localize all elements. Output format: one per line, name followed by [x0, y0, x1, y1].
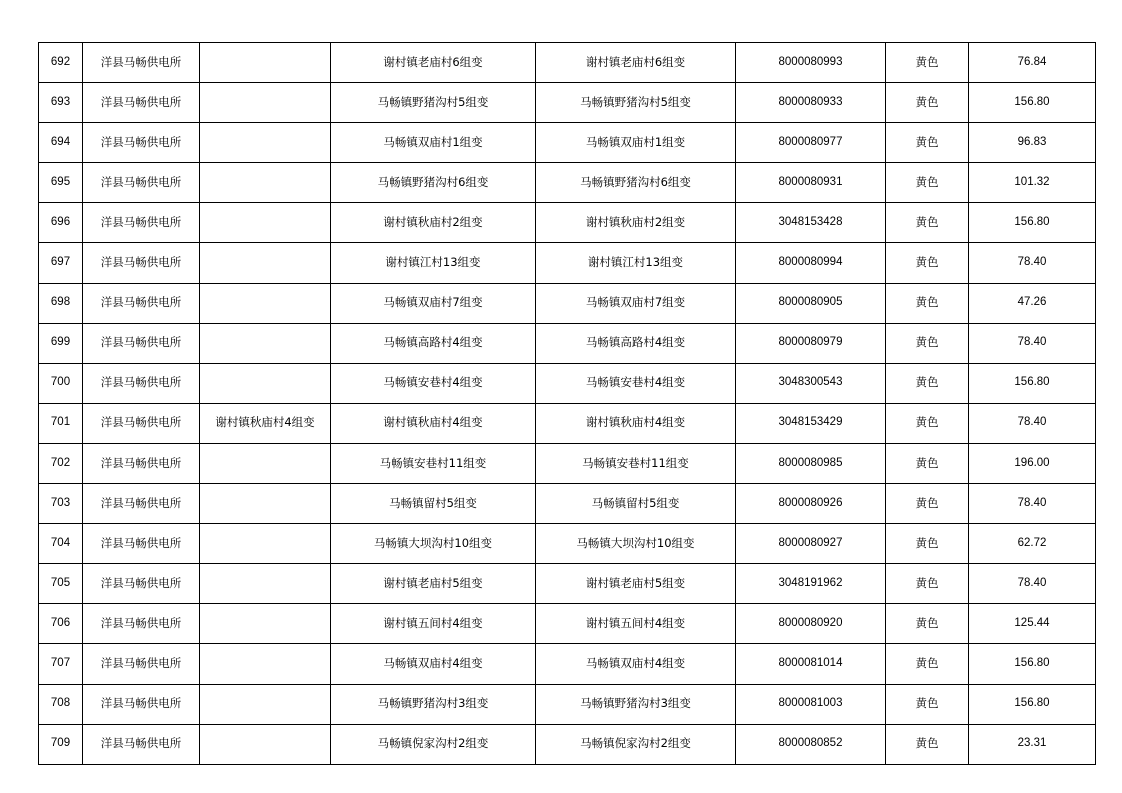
cell-row-number: 700 — [39, 363, 83, 403]
cell-supply-unit: 洋县马畅供电所 — [83, 243, 200, 283]
cell-value: 156.80 — [969, 644, 1096, 684]
cell-remark — [200, 724, 331, 764]
cell-station-name: 马畅镇野猪沟村5组变 — [536, 83, 736, 123]
cell-transformer-name: 谢村镇老庙村6组变 — [331, 43, 536, 83]
cell-row-number: 696 — [39, 203, 83, 243]
cell-row-number: 699 — [39, 323, 83, 363]
cell-value: 23.31 — [969, 724, 1096, 764]
cell-asset-code: 8000080993 — [736, 43, 886, 83]
cell-warning-color: 黄色 — [886, 564, 969, 604]
cell-station-name: 谢村镇五间村4组变 — [536, 604, 736, 644]
cell-row-number: 701 — [39, 403, 83, 443]
cell-asset-code: 8000080852 — [736, 724, 886, 764]
cell-transformer-name: 谢村镇秋庙村2组变 — [331, 203, 536, 243]
cell-remark — [200, 363, 331, 403]
cell-transformer-name: 谢村镇江村13组变 — [331, 243, 536, 283]
data-table — [38, 42, 1096, 765]
cell-asset-code: 8000081014 — [736, 644, 886, 684]
cell-supply-unit: 洋县马畅供电所 — [83, 203, 200, 243]
cell-supply-unit: 洋县马畅供电所 — [83, 123, 200, 163]
cell-remark — [200, 43, 331, 83]
cell-transformer-name: 马畅镇野猪沟村5组变 — [331, 83, 536, 123]
cell-remark — [200, 243, 331, 283]
table-row — [39, 724, 1096, 764]
cell-asset-code: 3048153428 — [736, 203, 886, 243]
cell-warning-color: 黄色 — [886, 163, 969, 203]
cell-transformer-name: 谢村镇五间村4组变 — [331, 604, 536, 644]
cell-value: 96.83 — [969, 123, 1096, 163]
cell-warning-color: 黄色 — [886, 443, 969, 483]
cell-transformer-name: 马畅镇高路村4组变 — [331, 323, 536, 363]
cell-remark: 谢村镇秋庙村4组变 — [200, 403, 331, 443]
table-row — [39, 83, 1096, 123]
cell-supply-unit: 洋县马畅供电所 — [83, 403, 200, 443]
cell-supply-unit: 洋县马畅供电所 — [83, 443, 200, 483]
cell-row-number: 695 — [39, 163, 83, 203]
cell-station-name: 马畅镇野猪沟村6组变 — [536, 163, 736, 203]
cell-station-name: 马畅镇野猪沟村3组变 — [536, 684, 736, 724]
cell-value: 76.84 — [969, 43, 1096, 83]
cell-transformer-name: 马畅镇留村5组变 — [331, 484, 536, 524]
cell-value: 196.00 — [969, 443, 1096, 483]
cell-row-number: 692 — [39, 43, 83, 83]
cell-supply-unit: 洋县马畅供电所 — [83, 163, 200, 203]
cell-station-name: 马畅镇高路村4组变 — [536, 323, 736, 363]
cell-value: 78.40 — [969, 323, 1096, 363]
cell-value: 62.72 — [969, 524, 1096, 564]
cell-asset-code: 8000080977 — [736, 123, 886, 163]
cell-station-name: 谢村镇江村13组变 — [536, 243, 736, 283]
cell-station-name: 谢村镇老庙村6组变 — [536, 43, 736, 83]
cell-transformer-name: 谢村镇老庙村5组变 — [331, 564, 536, 604]
cell-warning-color: 黄色 — [886, 524, 969, 564]
cell-asset-code: 8000080926 — [736, 484, 886, 524]
table-row — [39, 484, 1096, 524]
cell-remark — [200, 83, 331, 123]
cell-supply-unit: 洋县马畅供电所 — [83, 644, 200, 684]
table-row — [39, 243, 1096, 283]
cell-value: 101.32 — [969, 163, 1096, 203]
table-row — [39, 323, 1096, 363]
cell-transformer-name: 谢村镇秋庙村4组变 — [331, 403, 536, 443]
table-row — [39, 443, 1096, 483]
cell-transformer-name: 马畅镇双庙村1组变 — [331, 123, 536, 163]
table-row — [39, 403, 1096, 443]
cell-warning-color: 黄色 — [886, 83, 969, 123]
cell-remark — [200, 564, 331, 604]
cell-row-number: 698 — [39, 283, 83, 323]
cell-row-number: 703 — [39, 484, 83, 524]
cell-station-name: 马畅镇双庙村1组变 — [536, 123, 736, 163]
cell-supply-unit: 洋县马畅供电所 — [83, 83, 200, 123]
cell-warning-color: 黄色 — [886, 484, 969, 524]
cell-supply-unit: 洋县马畅供电所 — [83, 524, 200, 564]
cell-asset-code: 8000080933 — [736, 83, 886, 123]
cell-station-name: 马畅镇双庙村7组变 — [536, 283, 736, 323]
cell-transformer-name: 马畅镇安巷村11组变 — [331, 443, 536, 483]
cell-station-name: 马畅镇安巷村4组变 — [536, 363, 736, 403]
cell-value: 47.26 — [969, 283, 1096, 323]
cell-station-name: 马畅镇安巷村11组变 — [536, 443, 736, 483]
cell-row-number: 706 — [39, 604, 83, 644]
cell-row-number: 704 — [39, 524, 83, 564]
cell-transformer-name: 马畅镇双庙村4组变 — [331, 644, 536, 684]
cell-value: 78.40 — [969, 484, 1096, 524]
cell-remark — [200, 323, 331, 363]
cell-row-number: 707 — [39, 644, 83, 684]
table-row — [39, 43, 1096, 83]
cell-warning-color: 黄色 — [886, 403, 969, 443]
cell-remark — [200, 484, 331, 524]
cell-warning-color: 黄色 — [886, 323, 969, 363]
table-row — [39, 684, 1096, 724]
table-body — [39, 43, 1096, 765]
cell-value: 78.40 — [969, 243, 1096, 283]
cell-supply-unit: 洋县马畅供电所 — [83, 604, 200, 644]
cell-warning-color: 黄色 — [886, 283, 969, 323]
cell-transformer-name: 马畅镇安巷村4组变 — [331, 363, 536, 403]
cell-remark — [200, 163, 331, 203]
cell-asset-code: 8000080927 — [736, 524, 886, 564]
cell-remark — [200, 644, 331, 684]
cell-supply-unit: 洋县马畅供电所 — [83, 684, 200, 724]
cell-row-number: 697 — [39, 243, 83, 283]
cell-station-name: 谢村镇老庙村5组变 — [536, 564, 736, 604]
table-row — [39, 283, 1096, 323]
table-row — [39, 644, 1096, 684]
table-row — [39, 363, 1096, 403]
cell-warning-color: 黄色 — [886, 243, 969, 283]
cell-warning-color: 黄色 — [886, 644, 969, 684]
cell-remark — [200, 684, 331, 724]
table-row — [39, 203, 1096, 243]
cell-station-name: 谢村镇秋庙村2组变 — [536, 203, 736, 243]
cell-value: 156.80 — [969, 363, 1096, 403]
cell-asset-code: 8000080920 — [736, 604, 886, 644]
cell-station-name: 马畅镇双庙村4组变 — [536, 644, 736, 684]
cell-supply-unit: 洋县马畅供电所 — [83, 724, 200, 764]
cell-transformer-name: 马畅镇倪家沟村2组变 — [331, 724, 536, 764]
cell-transformer-name: 马畅镇野猪沟村3组变 — [331, 684, 536, 724]
cell-warning-color: 黄色 — [886, 123, 969, 163]
table-row — [39, 123, 1096, 163]
cell-asset-code: 8000080979 — [736, 323, 886, 363]
cell-supply-unit: 洋县马畅供电所 — [83, 323, 200, 363]
cell-remark — [200, 123, 331, 163]
cell-station-name: 马畅镇大坝沟村10组变 — [536, 524, 736, 564]
cell-warning-color: 黄色 — [886, 684, 969, 724]
table-row — [39, 163, 1096, 203]
table-row — [39, 564, 1096, 604]
cell-station-name: 马畅镇倪家沟村2组变 — [536, 724, 736, 764]
cell-supply-unit: 洋县马畅供电所 — [83, 283, 200, 323]
cell-station-name: 谢村镇秋庙村4组变 — [536, 403, 736, 443]
table-row — [39, 604, 1096, 644]
cell-supply-unit: 洋县马畅供电所 — [83, 484, 200, 524]
table-row — [39, 524, 1096, 564]
cell-asset-code: 8000080994 — [736, 243, 886, 283]
cell-remark — [200, 604, 331, 644]
cell-row-number: 702 — [39, 443, 83, 483]
cell-warning-color: 黄色 — [886, 604, 969, 644]
cell-supply-unit: 洋县马畅供电所 — [83, 564, 200, 604]
cell-value: 156.80 — [969, 83, 1096, 123]
cell-remark — [200, 524, 331, 564]
cell-transformer-name: 马畅镇双庙村7组变 — [331, 283, 536, 323]
cell-asset-code: 3048300543 — [736, 363, 886, 403]
cell-supply-unit: 洋县马畅供电所 — [83, 43, 200, 83]
cell-transformer-name: 马畅镇大坝沟村10组变 — [331, 524, 536, 564]
cell-asset-code: 3048153429 — [736, 403, 886, 443]
cell-asset-code: 8000081003 — [736, 684, 886, 724]
cell-row-number: 709 — [39, 724, 83, 764]
cell-row-number: 693 — [39, 83, 83, 123]
cell-transformer-name: 马畅镇野猪沟村6组变 — [331, 163, 536, 203]
cell-asset-code: 8000080985 — [736, 443, 886, 483]
cell-asset-code: 8000080931 — [736, 163, 886, 203]
cell-value: 156.80 — [969, 684, 1096, 724]
cell-value: 156.80 — [969, 203, 1096, 243]
cell-remark — [200, 203, 331, 243]
cell-supply-unit: 洋县马畅供电所 — [83, 363, 200, 403]
cell-value: 125.44 — [969, 604, 1096, 644]
cell-remark — [200, 443, 331, 483]
cell-row-number: 705 — [39, 564, 83, 604]
cell-asset-code: 3048191962 — [736, 564, 886, 604]
cell-value: 78.40 — [969, 564, 1096, 604]
cell-remark — [200, 283, 331, 323]
cell-warning-color: 黄色 — [886, 43, 969, 83]
cell-warning-color: 黄色 — [886, 724, 969, 764]
cell-row-number: 694 — [39, 123, 83, 163]
cell-value: 78.40 — [969, 403, 1096, 443]
cell-asset-code: 8000080905 — [736, 283, 886, 323]
cell-station-name: 马畅镇留村5组变 — [536, 484, 736, 524]
cell-row-number: 708 — [39, 684, 83, 724]
cell-warning-color: 黄色 — [886, 363, 969, 403]
cell-warning-color: 黄色 — [886, 203, 969, 243]
